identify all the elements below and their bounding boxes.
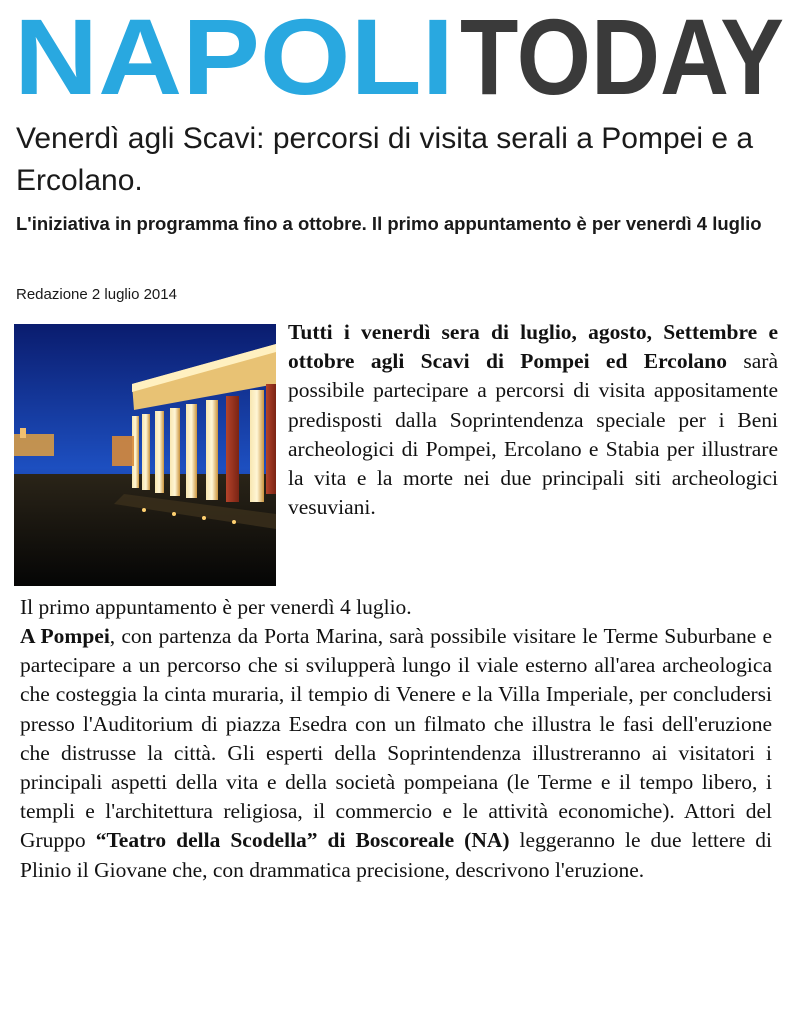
pompei-closing-text: leggeranno le due lettere di Plinio il Giovane che, con drammatica precisione, descrivono l'eruzione. <box>20 828 772 882</box>
logo-part-today: TODAY <box>460 0 784 117</box>
article-byline: Redazione 2 luglio 2014 <box>16 286 177 303</box>
article-headline: Venerdì agli Scavi: percorsi di visita serali a Pompei e a Ercolano. <box>16 122 754 197</box>
pompei-text: , con partenza da Porta Marina, sarà possibile visitare le Terme Suburbane e partecipare a un percorso che si svilupperà lungo il viale esterno all'area archeologica che costeggia la cinta muraria, il tempio di Venere e la Villa Imperiale, per concludersi presso l'Auditorium di piazza Esedra con un filmato che illustra le fasi dell'eruzione che distrusse la città. Gli esperti della Soprintendenza illustreranno ai visitatori i principali aspetti della vita e della società pompeiana (le Terme e il tempo libero, i templi e l'architettura religiosa, il commercio e le attività economiche). Attori del Gruppo <box>20 624 772 853</box>
pompei-bold-text: A Pompei <box>20 624 110 648</box>
article-paragraph-first-date: Il primo appuntamento è per venerdì 4 luglio. <box>20 595 412 619</box>
pompeii-night-photo <box>14 324 276 586</box>
article-paragraph-pompei <box>20 622 772 885</box>
masthead-logo <box>14 0 786 117</box>
lead-bold-text: Tutti i venerdì sera di luglio, agosto, Settembre e ottobre agli Scavi di Pompei ed Ercolano <box>288 320 778 374</box>
logo-part-napoli: NAPOLI <box>14 0 455 117</box>
theatre-group-bold-text: “Teatro della Scodella” di Boscoreale (NA) <box>95 828 510 853</box>
article-lead-paragraph <box>288 318 778 522</box>
lead-text: sarà possibile partecipare a percorsi di visita appositamente predisposti dalla Soprintendenza speciale per i Beni archeologici di Pompei, Ercolano e Stabia per illustrare la vita e la morte nei due principali siti archeologici vesuviani. <box>288 349 778 520</box>
article-subhead: L'iniziativa in programma fino a ottobre. Il primo appuntamento è per venerdì 4 luglio <box>16 213 762 234</box>
